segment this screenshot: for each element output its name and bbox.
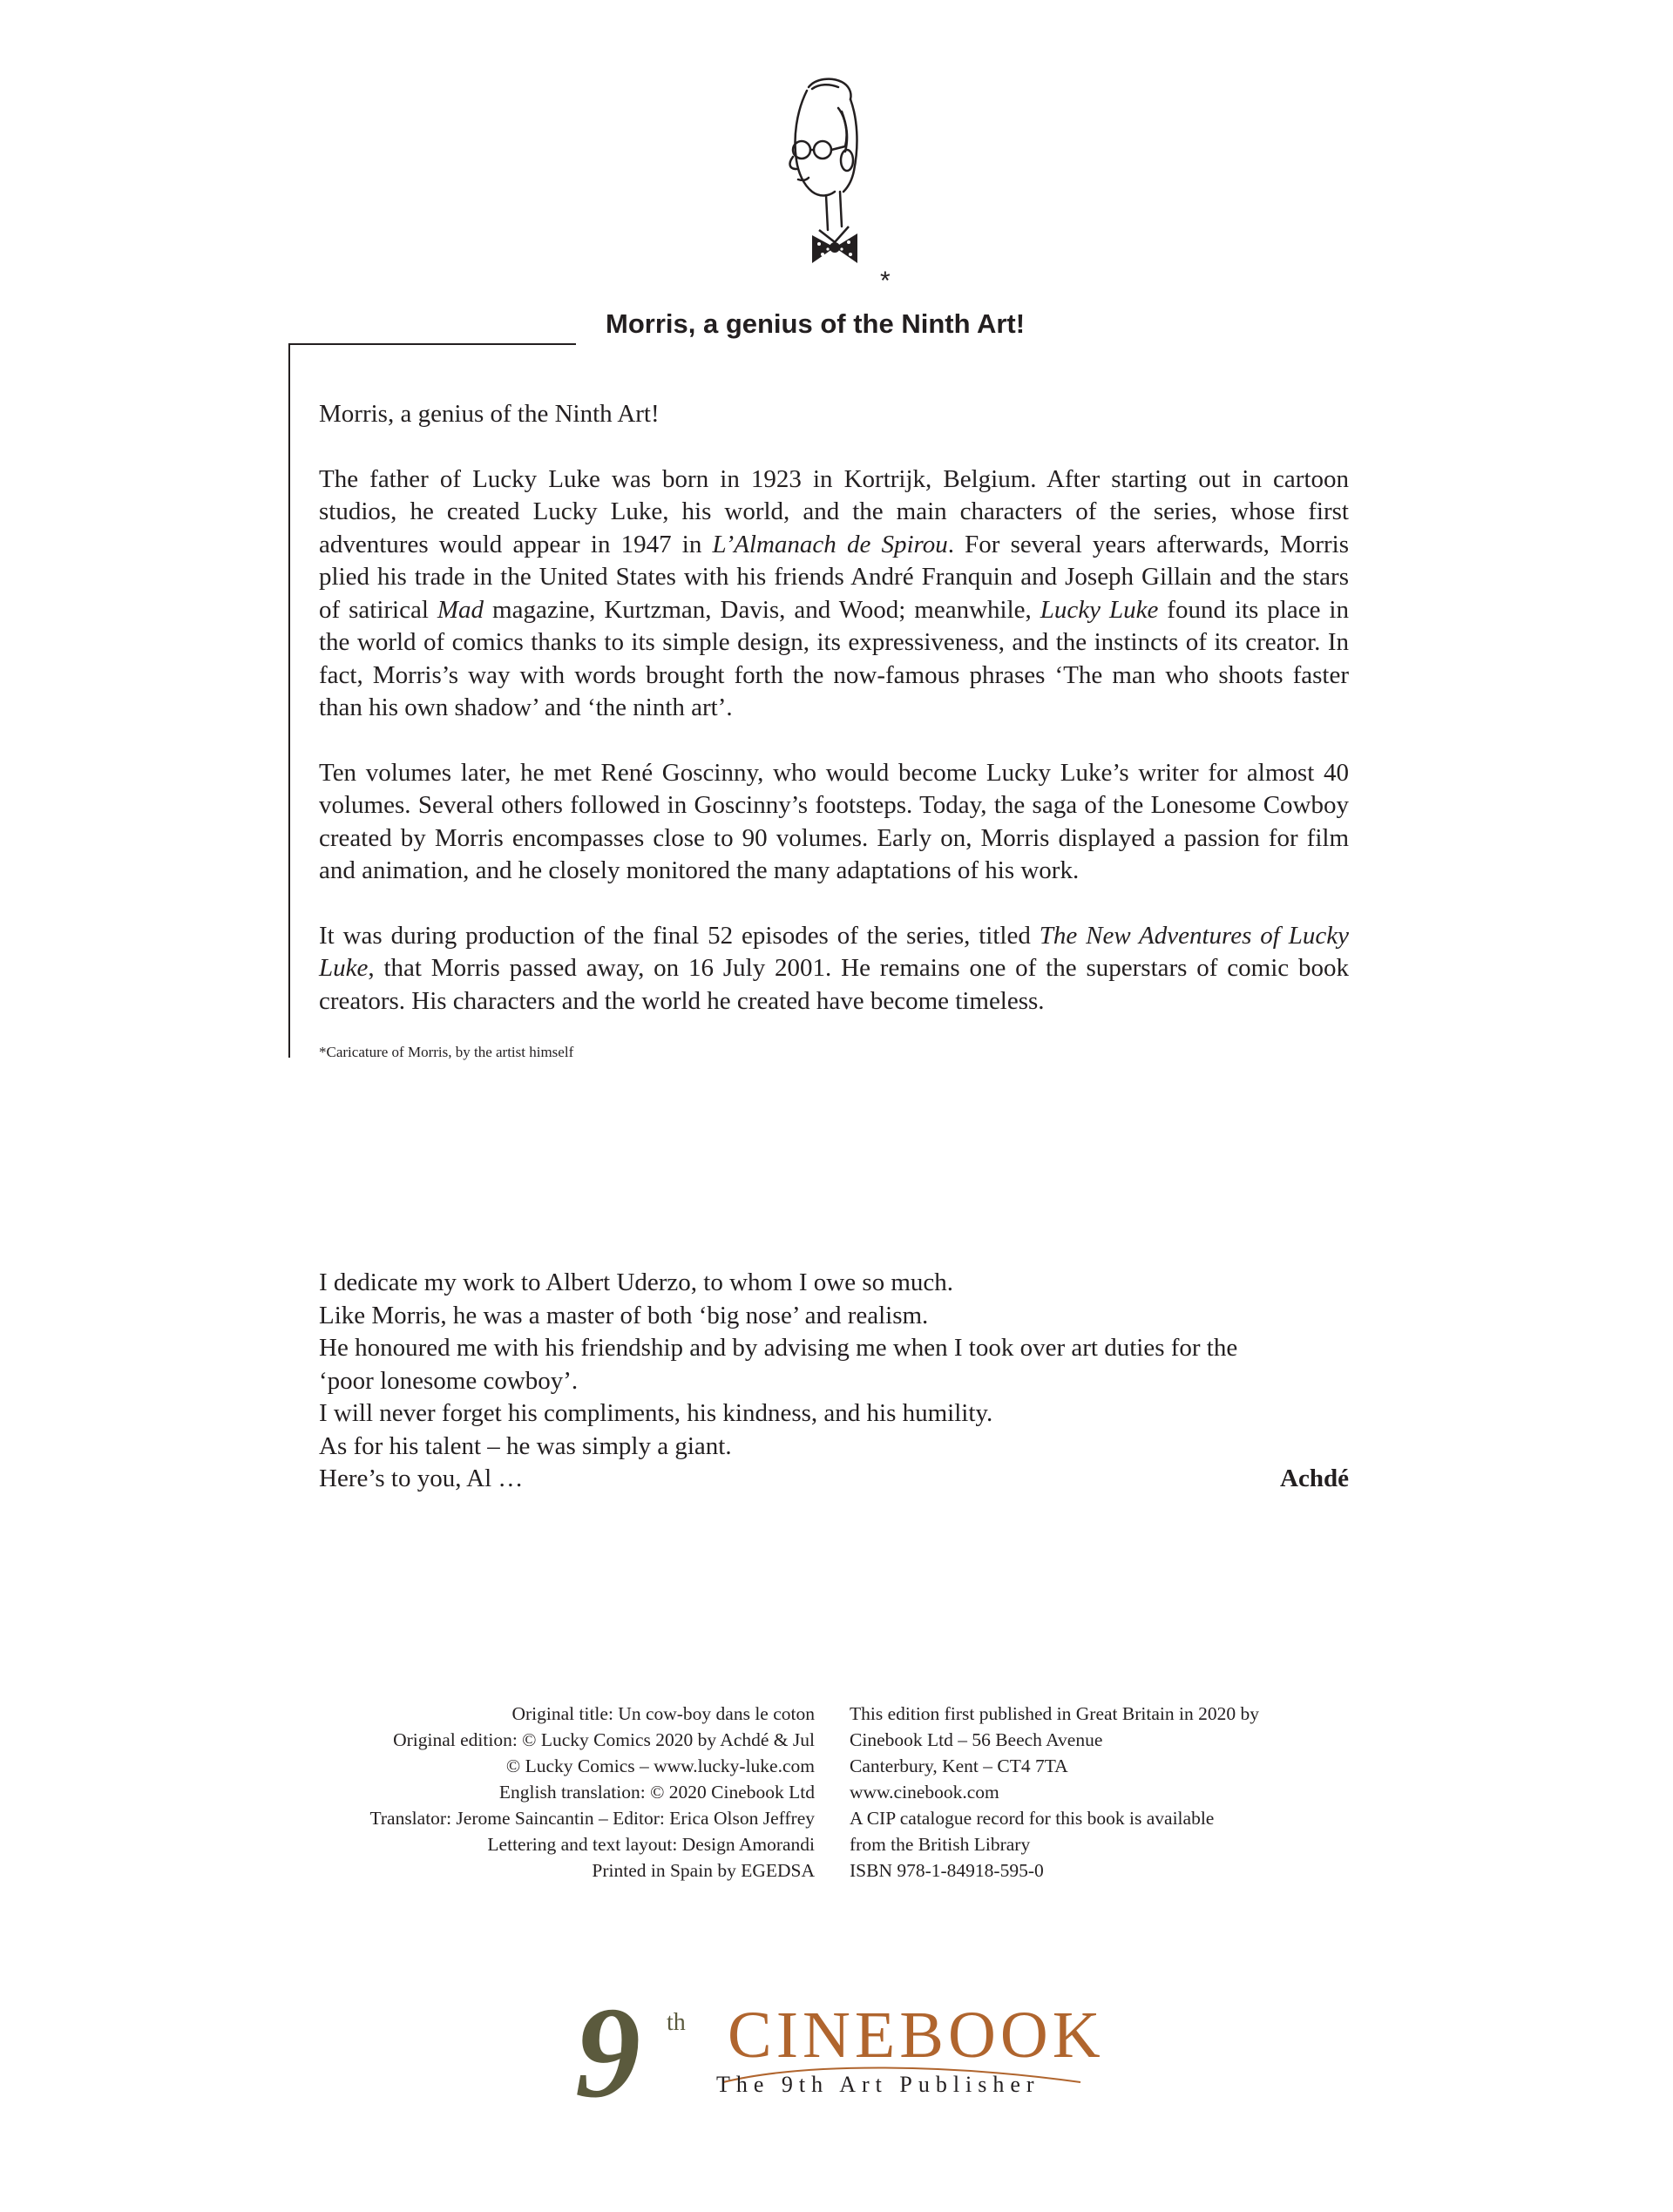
dedication (319, 1267, 1349, 1496)
biography-text (319, 398, 1349, 1018)
frame-top-rule (288, 343, 576, 345)
logo-numeral: 9 (575, 1993, 640, 2107)
biography-paragraph: Ten volumes later, he met René Goscinny, who would become Lucky Luke’s writer for almost 40 volumes. Several others followed in Goscinny’s footsteps. Today, the saga of the Lonesome Cowboy created by Morris encompasses close to 90 volumes. Early on, Morris displayed a passion for film and animation, and he closely monitored the many adaptations of his work. (319, 758, 1349, 884)
dedication-line: He honoured me with his friendship and by advising me when I took over art duties for the (319, 1334, 1238, 1362)
credit-line: Translator: Jerome Saincantin – Editor: Erica Olson Jeffrey (369, 1808, 815, 1829)
page-title: Morris, a genius of the Ninth Art! (606, 308, 1026, 339)
credit-line: This edition first published in Great Britain in 2020 by (850, 1703, 1259, 1724)
credit-line: A CIP catalogue record for this book is available (850, 1808, 1215, 1829)
dedication-line: As for his talent – he was simply a giant. (319, 1431, 732, 1460)
dedication-line: ‘poor lonesome cowboy’. (319, 1366, 579, 1395)
logo-tagline: The 9th Art Publisher (716, 2072, 1040, 2097)
logo-wordmark: CINEBOOK (728, 1999, 1105, 2072)
biography-paragraph: It was during production of the final 52 episodes of the series, titled The New Adventures of Lucky Luke, that Morris passed away, on 16 July 2001. He remains one of the superstars of comic book creators. His characters and the world he created have become timeless. (319, 921, 1349, 1015)
caricature-asterisk: * (880, 267, 891, 295)
biography-intro: Morris, a genius of the Ninth Art! (319, 400, 660, 428)
frame-left-rule (288, 343, 290, 1058)
credit-line: Canterbury, Kent – CT4 7TA (850, 1755, 1068, 1776)
credit-line: Printed in Spain by EGEDSA (592, 1860, 815, 1881)
credit-line: English translation: © 2020 Cinebook Ltd (498, 1782, 815, 1803)
logo-superscript: th (667, 2009, 686, 2036)
credits-right-column (850, 1701, 1259, 1884)
credit-line: Original title: Un cow-boy dans le coton (511, 1703, 815, 1724)
biography-paragraph: The father of Lucky Luke was born in 1923 in Kortrijk, Belgium. After starting out in cartoon studios, he created Lucky Luke, his world, and the main characters of the series, whose first adventures would appear in 1947 in L’Almanach de Spirou. For several years afterwards, Morris plied his trade in the United States with his friends André Franquin and Joseph Gillain and the stars of satirical Mad magazine, Kurtzman, Davis, and Wood; meanwhile, Lucky Luke found its place in the world of comics thanks to its simple design, its expressiveness, and the instincts of its creator. In fact, Morris’s way with words brought forth the now-famous phrases ‘The man who shoots faster than his own shadow’ and ‘the ninth art’. (319, 464, 1349, 721)
credits-left-column (369, 1701, 815, 1884)
dedication-signature: Achdé (1280, 1465, 1349, 1492)
morris-caricature-illustration (758, 77, 897, 294)
credit-line: ISBN 978-1-84918-595-0 (850, 1860, 1044, 1881)
dedication-line: Here’s to you, Al … (319, 1465, 524, 1492)
dedication-line: Like Morris, he was a master of both ‘big nose’ and realism. (319, 1301, 929, 1329)
credit-line: © Lucky Comics – www.lucky-luke.com (505, 1755, 815, 1776)
credit-line: www.cinebook.com (850, 1782, 999, 1803)
credit-line: Cinebook Ltd – 56 Beech Avenue (850, 1729, 1103, 1750)
dedication-line: I dedicate my work to Albert Uderzo, to whom I owe so much. (319, 1268, 954, 1296)
credit-line: from the British Library (850, 1834, 1031, 1855)
credit-line: Lettering and text layout: Design Amorandi (487, 1834, 815, 1855)
credit-line: Original edition: © Lucky Comics 2020 by Achdé & Jul (393, 1729, 815, 1750)
caricature-caption: *Caricature of Morris, by the artist himself (319, 1044, 574, 1060)
dedication-line: I will never forget his compliments, his kindness, and his humility. (319, 1399, 993, 1427)
